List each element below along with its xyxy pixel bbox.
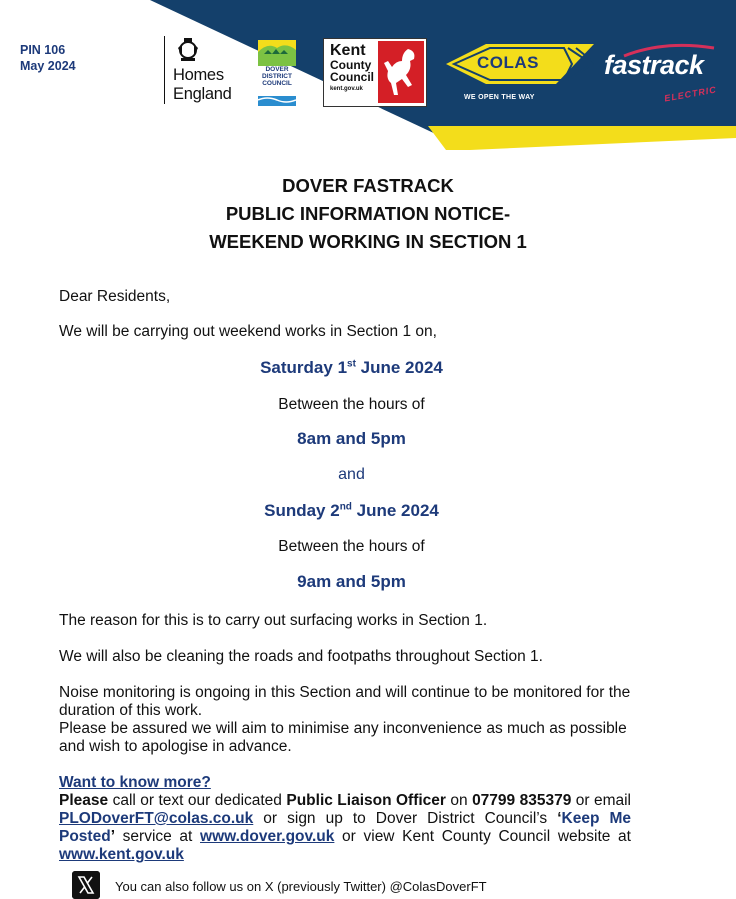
kent-council-logo xyxy=(323,38,427,107)
contact-paragraph xyxy=(59,792,631,864)
assurance-text: Please be assured we will aim to minimise any inconvenience as much as possible and wish to apologise in advance. xyxy=(59,720,627,755)
and-separator: and xyxy=(338,466,365,483)
title-line3: WEEKEND WORKING IN SECTION 1 xyxy=(209,231,527,252)
pin-date: May 2024 xyxy=(20,59,76,73)
sunday-date xyxy=(0,501,703,521)
contact-heading xyxy=(59,774,649,792)
please-word: Please xyxy=(59,792,109,809)
saturday-date xyxy=(0,358,703,378)
saturday-prefix: Saturday 1 xyxy=(260,358,348,377)
royal-crest-icon xyxy=(175,36,201,62)
sunday-prefix: Sunday 2 xyxy=(264,501,340,520)
dover-council-emblem-icon xyxy=(258,40,296,66)
kent-line2: County xyxy=(330,58,372,72)
saturday-suffix-sup: st xyxy=(347,358,356,370)
contact-text-3: or email xyxy=(571,792,632,809)
quote-open: ‘ xyxy=(557,810,562,827)
white-horse-icon xyxy=(378,41,424,103)
dover-council-logo xyxy=(258,40,296,106)
colas-logo xyxy=(446,42,594,106)
kent-url: kent.gov.uk xyxy=(330,86,363,92)
social-follow-text: You can also follow us on X (previously Twitter) @ColasDoverFT xyxy=(115,879,487,894)
dover-line2: DISTRICT xyxy=(262,73,292,80)
fastrack-logo xyxy=(604,42,734,106)
reason-text: The reason for this is to carry out surfacing works in Section 1. xyxy=(59,612,488,629)
dover-url-link[interactable]: www.dover.gov.uk xyxy=(200,828,335,845)
keep-me-posted: Keep Me Posted xyxy=(59,810,631,845)
contact-text-6: or view Kent County Council website at xyxy=(334,828,631,845)
cleaning-text: We will also be cleaning the roads and footpaths throughout Section 1. xyxy=(59,648,543,665)
kent-line3: Council xyxy=(330,70,374,84)
phone-number: 07799 835379 xyxy=(472,792,572,809)
x-logo-icon[interactable] xyxy=(72,871,100,899)
contact-text-2: on xyxy=(445,792,473,809)
homes-england-line1: Homes xyxy=(173,66,224,84)
kent-url-link[interactable]: www.kent.gov.uk xyxy=(59,846,184,863)
noise-text: Noise monitoring is ongoing in this Section and will continue to be monitored for the duration of this work. xyxy=(59,684,631,719)
title-line2: PUBLIC INFORMATION NOTICE- xyxy=(225,203,511,224)
greeting: Dear Residents, xyxy=(59,288,171,305)
dover-wave-icon xyxy=(258,96,296,106)
dover-line1: DOVER xyxy=(265,66,289,73)
homes-england-logo xyxy=(164,36,247,104)
sunday-hours: 9am and 5pm xyxy=(297,572,406,591)
between-hours-1: Between the hours of xyxy=(278,396,425,413)
contact-text-5: service at xyxy=(115,828,201,845)
saturday-month: June 2024 xyxy=(355,358,443,377)
contact-text-4: or sign up to Dover District Council’s xyxy=(253,810,558,827)
email-link[interactable]: PLODoverFT@colas.co.uk xyxy=(59,810,254,827)
kent-line1: Kent xyxy=(330,42,366,59)
want-to-know-more-link[interactable]: Want to know more? xyxy=(59,774,211,791)
sunday-month: June 2024 xyxy=(351,501,439,520)
fastrack-electric: ELECTRIC xyxy=(663,84,718,104)
pin-number: PIN 106 xyxy=(20,43,66,57)
dover-line3: COUNCIL xyxy=(262,80,292,87)
intro-text: We will be carrying out weekend works in Section 1 on, xyxy=(59,323,437,340)
colas-tagline: WE OPEN THE WAY xyxy=(464,94,535,101)
quote-close: ’ xyxy=(110,828,115,845)
homes-england-line2: England xyxy=(173,85,232,103)
sunday-suffix-sup: nd xyxy=(339,501,352,513)
notice-title xyxy=(0,172,736,256)
fastrack-name: fastrack xyxy=(604,50,704,80)
between-hours-2: Between the hours of xyxy=(278,538,425,555)
saturday-hours: 8am and 5pm xyxy=(297,429,406,448)
title-line1: DOVER FASTRACK xyxy=(282,175,454,196)
liaison-officer: Public Liaison Officer xyxy=(286,792,446,809)
contact-text-1: call or text our dedicated xyxy=(108,792,287,809)
colas-name: COLAS xyxy=(477,53,539,72)
pin-reference xyxy=(20,42,76,74)
